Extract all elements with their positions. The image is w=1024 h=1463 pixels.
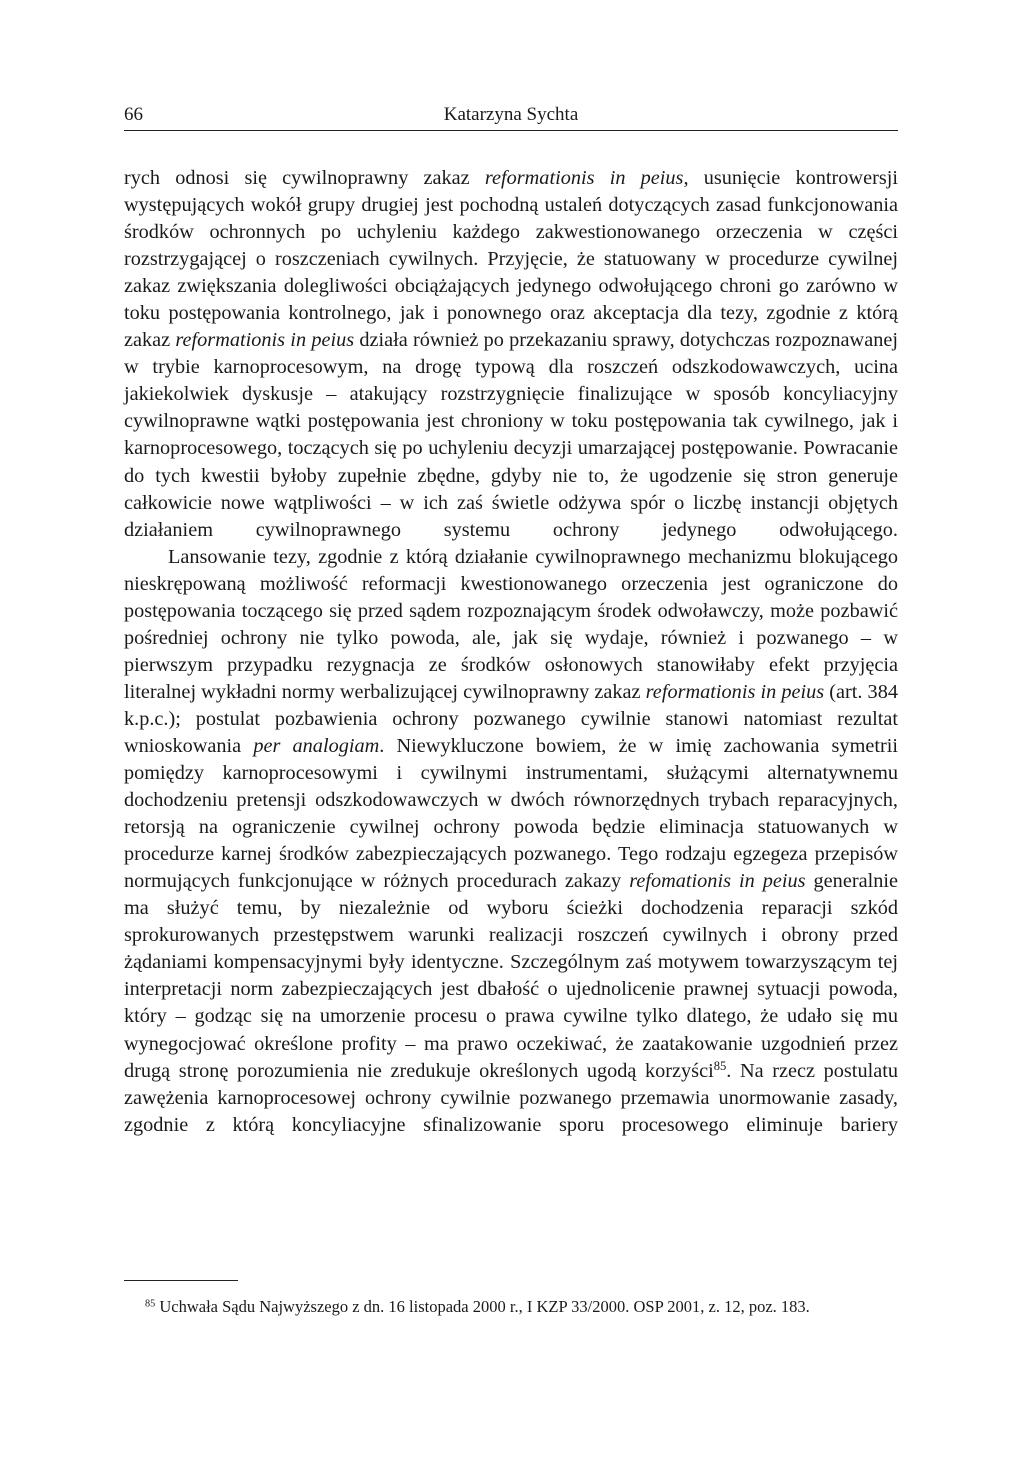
paragraph-2 <box>124 544 898 1139</box>
footnote-text: Uchwała Sądu Najwyższego z dn. 16 listopada 2000 r., I KZP 33/2000. OSP 2001, z. 12, poz. 183. <box>155 1297 810 1316</box>
footnote-separator <box>124 1280 238 1281</box>
page-number: 66 <box>124 104 143 125</box>
p2-text-2: (art. 384 k.p.c.); postulat pozbawienia ochrony pozwanego cywilnie stanowi natomiast rezultat wnioskowania <box>124 680 898 757</box>
p1-text-2: , usunięcie kontrowersji występujących wokół grupy drugiej jest pochodną ustaleń dotyczących zasad funkcjonowania środków ochronnych po uchyleniu każdego zakwestionowanego orzeczenia w części rozstrzygającej o roszczeniach cywilnych. Przyjęcie, że statuowany w procedurze cywilnej zakaz zwiększania dolegliwości obciążających jedynego odwołującego chroni go zarówno w toku postępowania kontrolnego, jak i ponownego oraz akceptacja dla tezy, zgodnie z którą zakaz <box>124 167 898 352</box>
footnote-reference[interactable]: 85 <box>713 1058 727 1073</box>
p1-text-1: rych odnosi się cywilnoprawny zakaz <box>124 167 485 189</box>
paragraph-1 <box>124 165 898 544</box>
p2-latin-term-3: refomationis in peius <box>629 870 806 893</box>
p2-latin-term-2: per analogiam <box>253 734 380 757</box>
p2-text-4: generalnie ma służyć temu, by niezależnie od wyboru ścieżki dochodzenia reparacji szkód sprokurowanych przestępstwem warunki realizacji roszczeń cywilnych i obrony przed żądaniami kompensacyjnymi były identyczne. Szczególnym zaś motywem towarzyszącym tej interpretacji norm zabezpieczających jest dbałość o ujednolicenie prawnej sytuacji powoda, który – godząc się na umorzenie procesu o prawa cywilne tylko dlatego, że udało się mu wynegocjować określone profity – ma prawo oczekiwać, że zaatakowanie uzgodnień przez drugą stronę porozumienia nie zredukuje określonych ugodą korzyści <box>124 870 898 1082</box>
page-header <box>124 104 898 130</box>
body-text <box>124 165 898 1139</box>
p2-text-1: Lansowanie tezy, zgodnie z którą działanie cywilnoprawnego mechanizmu blokującego nieskrępowaną możliwość reformacji kwestionowanego orzeczenia jest ograniczone do postępowania toczącego się przed sądem rozpoznającym środek odwoławczy, może pozbawić pośredniej ochrony nie tylko powoda, ale, jak się wydaje, również i pozwanego – w pierwszym przypadku rezygnacja ze środków osłonowych stanowiłaby efekt przyjęcia literalnej wykładni normy werbalizującej cywilnoprawny zakaz <box>124 545 898 703</box>
p1-latin-term-2: reformationis in peius <box>175 329 355 352</box>
header-rule <box>124 130 898 131</box>
running-head: Katarzyna Sychta <box>443 104 579 125</box>
p1-text-3: działa również po przekazaniu sprawy, dotychczas rozpoznawanej w trybie karnoprocesowym, na drogę typową dla roszczeń odszkodowawczych, ucina jakiekolwiek dyskusje – atakujący rozstrzygnięcie finalizujące w sposób koncyliacyjny cywilnoprawne wątki postępowania jest chroniony w toku postępowania tak cywilnego, jak i karnoprocesowego, toczących się po uchyleniu decyzji umarzającej postępowanie. Powracanie do tych kwestii byłoby zupełnie zbędne, gdyby nie to, że ugodzenie się stron generuje całkowicie nowe wątpliwości – w ich zaś świetle odżywa spór o liczbę instancji objętych działaniem cywilnoprawnego systemu ochrony jedynego odwołującego. <box>124 329 898 541</box>
p2-latin-term-1: reformationis in peius <box>645 680 825 703</box>
p2-text-3: . Niewykluczone bowiem, że w imię zachowania symetrii pomiędzy karnoprocesowymi i cywilnymi instrumentami, służącymi alternatywnemu dochodzeniu pretensji odszkodowawczych w dwóch równorzędnych trybach reparacyjnych, retorsją na ograniczenie cywilnej ochrony powoda będzie eliminacja statuowanych w procedurze karnej środków zabezpieczających pozwanego. Tego rodzaju egzegeza przepisów normujących funkcjonujące w różnych procedurach zakazy <box>124 734 898 893</box>
footnote <box>145 1296 905 1318</box>
p2-text-5: . Na rzecz postulatu zawężenia karnoprocesowej ochrony cywilnie pozwanego przemawia unormowanie zasady, zgodnie z którą koncyliacyjne sfinalizowanie sporu procesowego eliminuje bariery <box>124 1059 898 1136</box>
footnote-number: 85 <box>145 1298 156 1310</box>
p1-latin-term-1: reformationis in peius <box>484 167 684 189</box>
